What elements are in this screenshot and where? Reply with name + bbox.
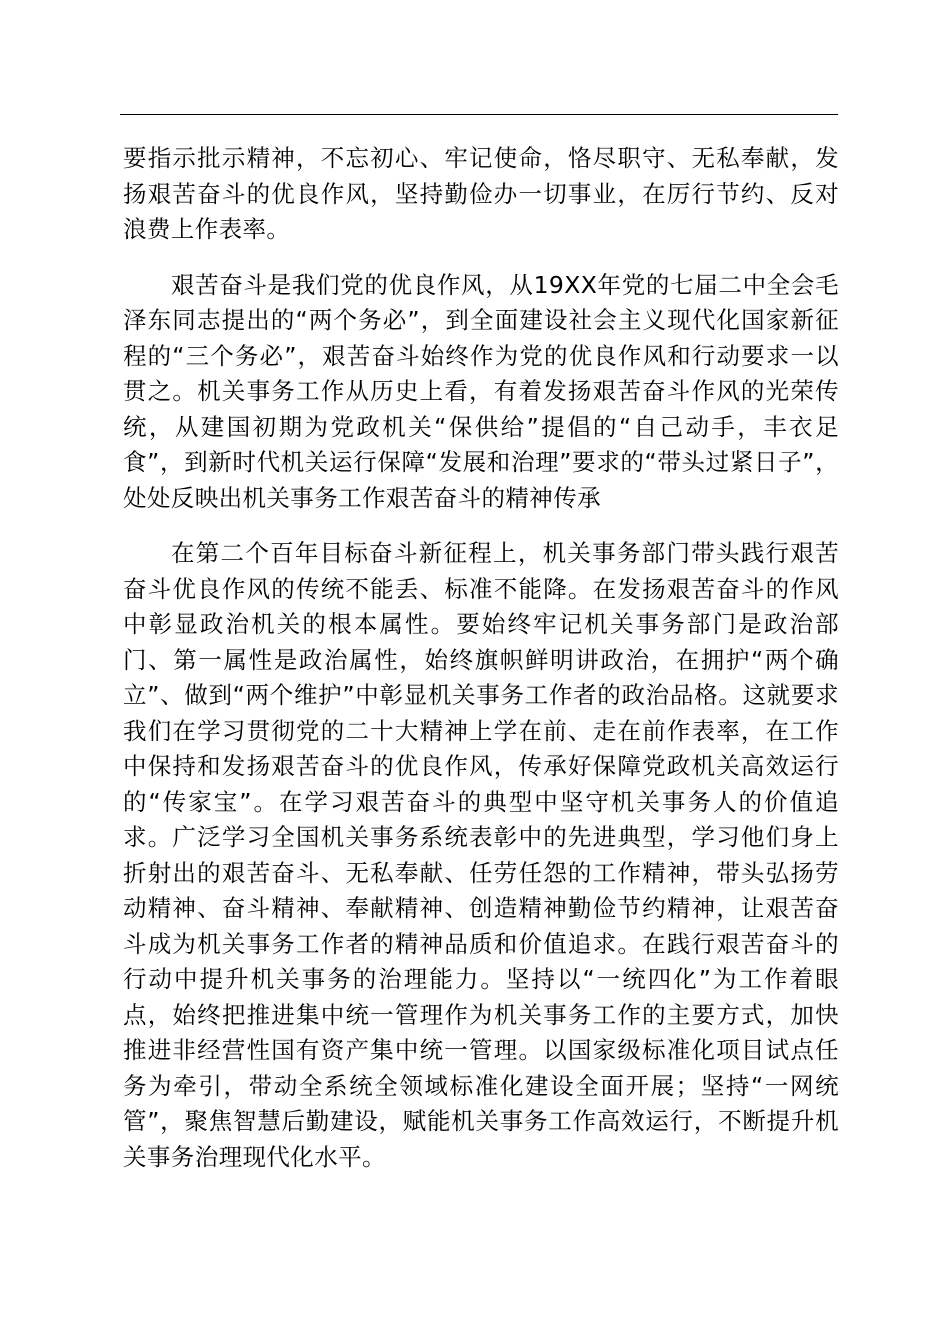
paragraph-hard-work-tradition: 艰苦奋斗是我们党的优良作风，从19XX年党的七届二中全会毛泽东同志提出的“两个务必”，到全面建设社会主义现代化国家新征程的“三个务必”，艰苦奋斗始终作为党的优良作风和行动要求一以贯之。机关事务工作从历史上看，有着发扬艰苦奋斗作风的光荣传统，从建国初期为党政机关“保供给”提倡的“自己动手，丰衣足食”，到新时代机关运行保障“发展和治理”要求的“带头过紧日子”，处处反映出机关事务工作艰苦奋斗的精神传承 <box>123 270 839 512</box>
paragraph-continuation: 要指示批示精神，不忘初心、牢记使命，恪尽职守、无私奉献，发扬艰苦奋斗的优良作风，坚持勤俭办一切事业，在厉行节约、反对浪费上作表率。 <box>123 144 839 243</box>
header-rule <box>120 114 838 115</box>
document-body <box>123 141 839 1175</box>
paragraph-new-journey: 在第二个百年目标奋斗新征程上，机关事务部门带头践行艰苦奋斗优良作风的传统不能丢、标准不能降。在发扬艰苦奋斗的作风中彰显政治机关的根本属性。要始终牢记机关事务部门是政治部门、第一属性是政治属性，始终旗帜鲜明讲政治，在拥护“两个确立”、做到“两个维护”中彰显机关事务工作者的政治品格。这就要求我们在学习贯彻党的二十大精神上学在前、走在前作表率，在工作中保持和发扬艰苦奋斗的优良作风，传承好保障党政机关高效运行的“传家宝”。在学习艰苦奋斗的典型中坚守机关事务人的价值追求。广泛学习全国机关事务系统表彰中的先进典型，学习他们身上折射出的艰苦奋斗、无私奉献、任劳任怨的工作精神，带头弘扬劳动精神、奋斗精神、奉献精神、创造精神勤俭节约精神，让艰苦奋斗成为机关事务工作者的精神品质和价值追求。在践行艰苦奋斗的行动中提升机关事务的治理能力。坚持以“一统四化”为工作着眼点，始终把推进集中统一管理作为机关事务工作的主要方式，加快推进非经营性国有资产集中统一管理。以国家级标准化项目试点任务为牵引，带动全系统全领域标准化建设全面开展；坚持“一网统管”，聚焦智慧后勤建设，赋能机关事务工作高效运行，不断提升机关事务治理现代化水平。 <box>123 539 839 1171</box>
